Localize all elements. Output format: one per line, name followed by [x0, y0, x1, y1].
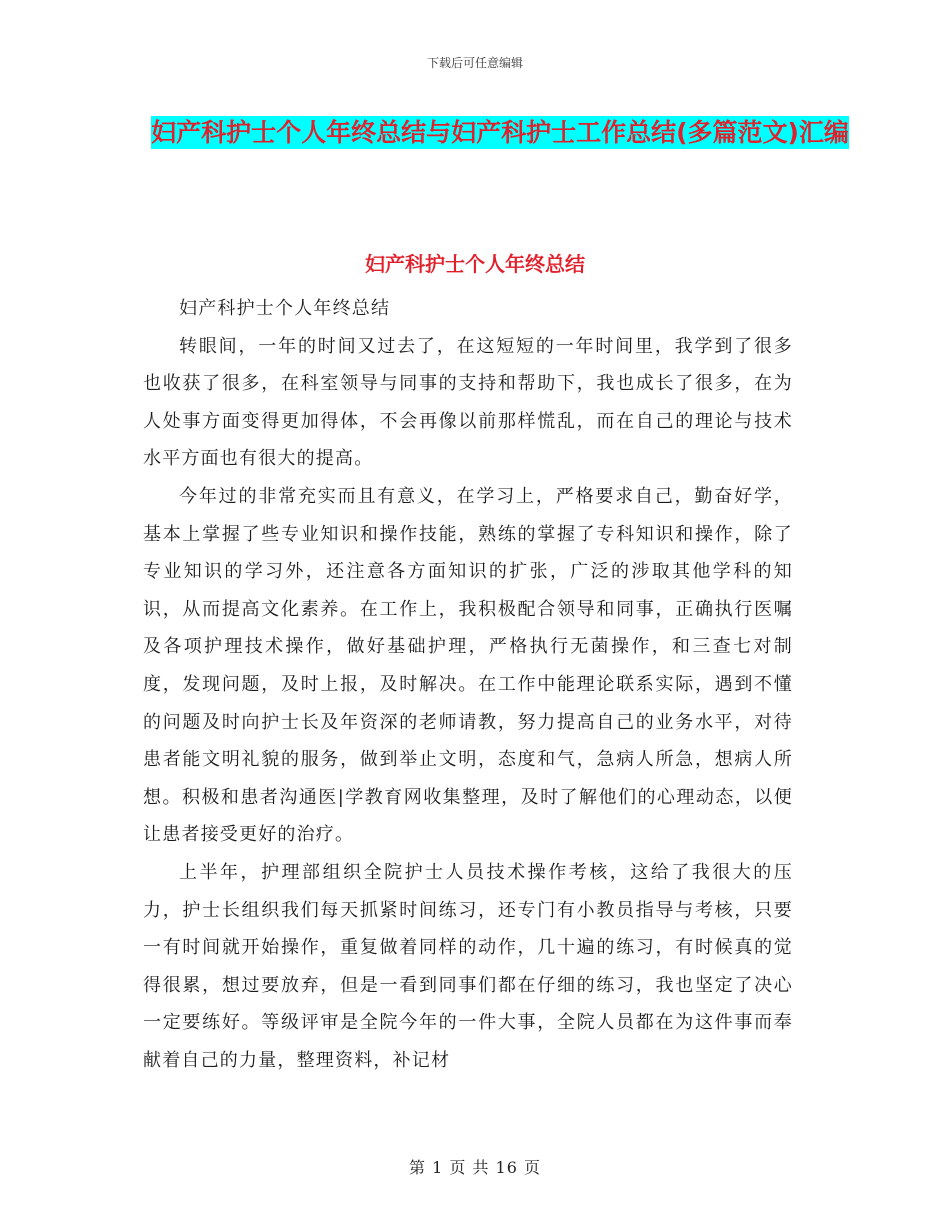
document-title-highlight: 妇产科护士个人年终总结与妇产科护士工作总结(多篇范文)汇编 [151, 118, 849, 147]
document-title [130, 108, 870, 158]
header-note: 下载后可任意编辑 [426, 56, 523, 70]
paragraph: 妇产科护士个人年终总结 [179, 298, 391, 319]
paragraph: 上半年，护理部组织全院护士人员技术操作考核，这给了我很大的压力，护士长组织我们每天抓紧时间练习，还专门有小教员指导与考核，只要一有时间就开始操作，重复做着同样的动作，几十遍的练习，有时候真的觉得很累，想过要放弃，但是一看到同事们都在仔细的练习，我也坚定了决心一定要练好。等级评审是全院今年的一件大事，全院人员都在为这件事而奉献着自己的力量，整理资料，补记材 [143, 861, 793, 1071]
section-title: 妇产科护士个人年终总结 [365, 252, 585, 276]
paragraph: 今年过的非常充实而且有意义，在学习上，严格要求自己，勤奋好学，基本上掌握了些专业知识和操作技能，熟练的掌握了专科知识和操作，除了专业知识的学习外，还注意各方面知识的扩张，广泛的涉取其他学科的知识，从而提高文化素养。在工作上，我积极配合领导和同事，正确执行医嘱及各项护理技术操作，做好基础护理，严格执行无菌操作，和三查七对制度，发现问题，及时上报，及时解决。在工作中能理论联系实际，遇到不懂的问题及时向护士长及年资深的老师请教，努力提高自己的业务水平，对待患者能文明礼貌的服务，做到举止文明，态度和气，急病人所急，想病人所想。积极和患者沟通医|学教育网收集整理，及时了解他们的心理动态，以便让患者接受更好的治疗。 [143, 485, 793, 846]
document-body [143, 290, 793, 1079]
page-footer: 第 1 页 共 16 页 [409, 1158, 541, 1177]
paragraph: 转眼间，一年的时间又过去了，在这短短的一年时间里，我学到了很多也收获了很多，在科室领导与同事的支持和帮助下，我也成长了很多，在为人处事方面变得更加得体，不会再像以前那样慌乱，而在自己的理论与技术水平方面也有很大的提高。 [143, 335, 793, 470]
